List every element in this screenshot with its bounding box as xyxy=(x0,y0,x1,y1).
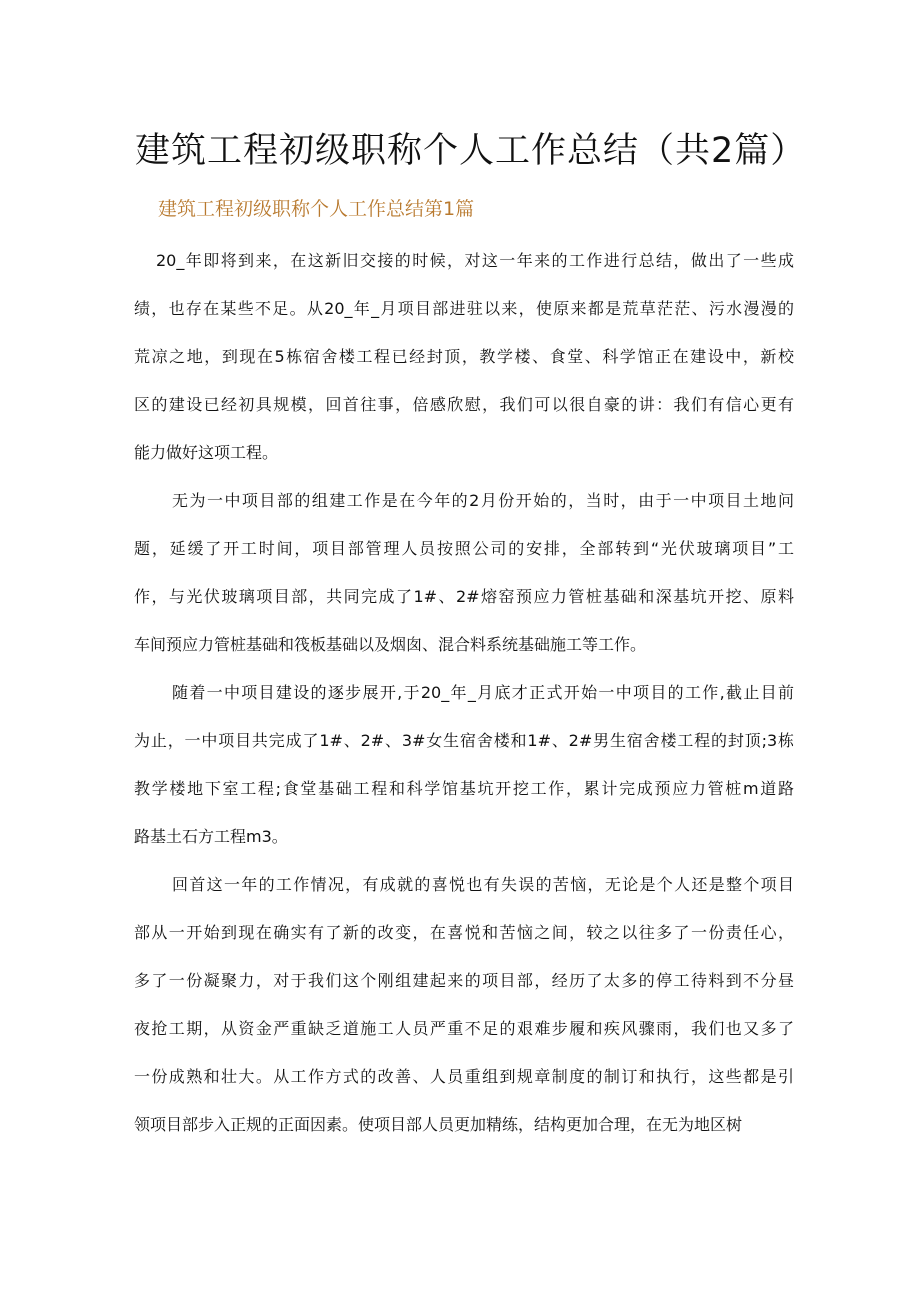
document-title: 建筑工程初级职称个人工作总结（共2篇） xyxy=(135,131,807,171)
paragraph-line: 绩，也存在某些不足。从20_年_月项目部进驻以来，使原来都是荒草茫茫、污水漫漫的 xyxy=(134,299,794,318)
paragraph-line: 领项目部步入正规的正面因素。使项目部人员更加精练，结构更加合理，在无为地区树 xyxy=(134,1115,743,1134)
paragraph-line: 区的建设已经初具规模，回首往事，倍感欣慰，我们可以很自豪的讲：我们有信心更有 xyxy=(134,395,794,414)
paragraph-1 xyxy=(134,237,794,477)
paragraph-2 xyxy=(134,477,794,669)
paragraph-line: 路基土石方工程m3。 xyxy=(134,827,288,846)
paragraph-line: 能力做好这项工程。 xyxy=(134,443,279,462)
paragraph-line: 夜抢工期，从资金严重缺乏道施工人员严重不足的艰难步履和疾风骤雨，我们也又多了 xyxy=(134,1019,794,1038)
paragraph-line: 一份成熟和壮大。从工作方式的改善、人员重组到规章制度的制订和执行，这些都是引 xyxy=(134,1067,794,1086)
paragraph-line: 多了一份凝聚力，对于我们这个刚组建起来的项目部，经历了太多的停工待料到不分昼 xyxy=(134,971,794,990)
paragraph-line: 回首这一年的工作情况，有成就的喜悦也有失误的苦恼，无论是个人还是整个项目 xyxy=(172,875,794,894)
section-title: 建筑工程初级职称个人工作总结第1篇 xyxy=(158,198,475,220)
paragraph-3 xyxy=(134,669,794,861)
document-body xyxy=(134,237,794,1149)
paragraph-line: 荒凉之地，到现在5栋宿舍楼工程已经封顶，教学楼、食堂、科学馆正在建设中，新校 xyxy=(134,347,794,366)
paragraph-4 xyxy=(134,861,794,1149)
paragraph-line: 题，延缓了开工时间，项目部管理人员按照公司的安排，全部转到“光伏玻璃项目”工 xyxy=(134,539,794,558)
paragraph-line: 作，与光伏玻璃项目部，共同完成了1#、2#熔窑预应力管桩基础和深基坑开挖、原料 xyxy=(134,587,794,606)
paragraph-line: 车间预应力管桩基础和筏板基础以及烟囱、混合料系统基础施工等工作。 xyxy=(134,635,647,654)
paragraph-line: 为止，一中项目共完成了1#、2#、3#女生宿舍楼和1#、2#男生宿舍楼工程的封顶;3栋 xyxy=(134,731,794,750)
paragraph-line: 20_年即将到来，在这新旧交接的时候，对这一年来的工作进行总结，做出了一些成 xyxy=(156,251,794,270)
paragraph-line: 无为一中项目部的组建工作是在今年的2月份开始的，当时，由于一中项目土地问 xyxy=(172,491,794,510)
paragraph-line: 随着一中项目建设的逐步展开,于20_年_月底才正式开始一中项目的工作,截止目前 xyxy=(172,683,794,702)
paragraph-line: 部从一开始到现在确实有了新的改变，在喜悦和苦恼之间，较之以往多了一份责任心， xyxy=(134,923,794,942)
paragraph-line: 教学楼地下室工程;食堂基础工程和科学馆基坑开挖工作，累计完成预应力管桩m道路 xyxy=(134,779,794,798)
